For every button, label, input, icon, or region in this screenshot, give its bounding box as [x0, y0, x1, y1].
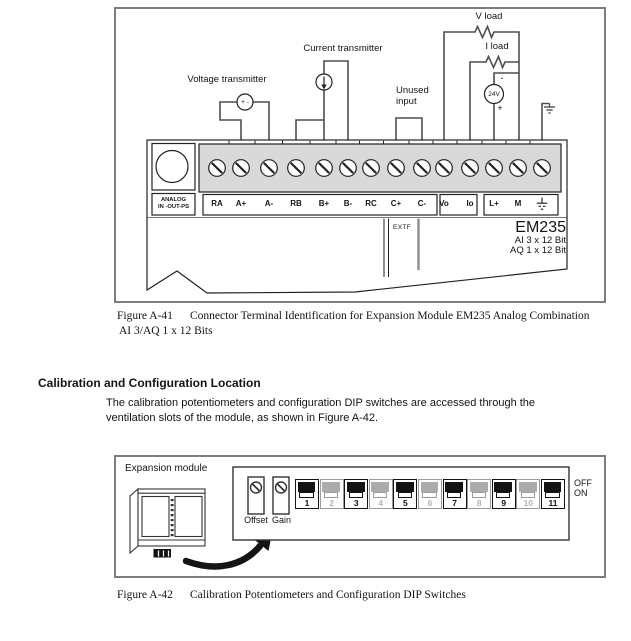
terminal-label-lp: L+ [489, 199, 499, 208]
dip-rocker-icon [544, 482, 562, 493]
dip-switch-3 [344, 479, 368, 509]
terminal-label-io: Io [466, 199, 474, 208]
dip-switch-2 [320, 479, 344, 509]
dip-switch-number: 7 [452, 497, 457, 508]
dip-rocker-icon [445, 482, 463, 493]
dip-switch-6 [418, 479, 442, 509]
section-body-line1: The calibration potentiometers and configuration DIP switches are accessed through the [106, 397, 536, 409]
figure-a41-caption-text2: AI 3/AQ 1 x 12 Bits [119, 325, 213, 337]
supply-plus-label: + [497, 102, 503, 113]
dip-switch-number: 10 [523, 497, 534, 508]
dip-switch-number: 8 [476, 497, 482, 508]
dip-switch-number: 3 [353, 497, 359, 508]
dip-rocker-icon [298, 482, 316, 493]
terminal-label-ra: RA [211, 199, 223, 208]
dip-switch-number: 4 [378, 497, 384, 508]
terminal-label-bp: B+ [318, 199, 330, 208]
dip-rocker-icon [470, 482, 488, 493]
supply-voltage-label: 24V [488, 90, 500, 98]
analog-label-line1: ANALOG [160, 196, 187, 203]
off-label: OFF [574, 478, 592, 488]
i-load-label: I load [485, 41, 509, 52]
v-load-label: V load [475, 11, 503, 22]
terminal-label-cp: C+ [390, 199, 402, 208]
dip-switch-number: 1 [304, 497, 310, 508]
dip-switch-4 [369, 479, 393, 509]
dip-rocker-icon [421, 482, 439, 493]
terminal-label-ap: A+ [235, 199, 247, 208]
terminal-label-m: M [514, 199, 522, 208]
on-label: ON [574, 488, 588, 498]
dip-switch-8 [467, 479, 491, 509]
dip-switch-number: 11 [548, 497, 558, 508]
dip-switch-1 [295, 479, 319, 509]
terminal-label-bm: B- [343, 199, 353, 208]
extf-label: EXTF [393, 224, 412, 231]
dip-switch-11 [541, 479, 565, 509]
dip-rocker-icon [347, 482, 365, 493]
figure-a41-caption-number: Figure A-41 [117, 310, 173, 322]
module-spec-aq-label: AQ 1 x 12 Bit [510, 245, 566, 256]
terminal-label-vo: Vo [439, 199, 449, 208]
section-heading: Calibration and Configuration Location [38, 376, 261, 390]
figure-a41-caption-text: Connector Terminal Identification for Expansion Module EM235 Analog Combination [190, 310, 590, 322]
dip-rocker-icon [519, 482, 537, 493]
offset-label: Offset [244, 515, 268, 525]
figure-a42-caption-text: Calibration Potentiometers and Configuration DIP Switches [190, 589, 466, 601]
terminal-label-rc: RC [365, 199, 377, 208]
vt-polarity-label: + - [241, 98, 249, 106]
gain-label: Gain [271, 515, 292, 525]
dip-switch-5 [393, 479, 417, 509]
dip-switch-number: 9 [501, 497, 507, 508]
terminal-label-am: A- [264, 199, 274, 208]
supply-minus-label: - [500, 72, 504, 83]
figure-a42-caption-number: Figure A-42 [117, 589, 173, 601]
dip-switch-9 [492, 479, 516, 509]
dip-switch-7 [443, 479, 467, 509]
analog-label-line2: IN -OUT-PS [158, 204, 189, 210]
module-spec-ai-label: AI 3 x 12 Bit [514, 235, 566, 246]
dip-rocker-icon [494, 482, 512, 493]
terminal-label-cm: C- [417, 199, 427, 208]
dip-rocker-icon [371, 482, 389, 493]
unused-input-label-line1: Unused [396, 85, 429, 96]
terminal-label-rb: RB [290, 199, 302, 208]
dip-rocker-icon [322, 482, 340, 493]
current-transmitter-label: Current transmitter [303, 43, 383, 54]
dip-switch-10 [516, 479, 540, 509]
dip-switch-number: 2 [329, 497, 334, 508]
dip-switch-number: 6 [427, 497, 433, 508]
unused-input-label-line2: input [396, 96, 417, 107]
section-body-line2: ventilation slots of the module, as shown in Figure A-42. [106, 412, 379, 424]
dip-rocker-icon [396, 482, 414, 493]
module-name-label: EM235 [515, 219, 566, 236]
dip-switch-number: 5 [403, 497, 408, 508]
expansion-module-label: Expansion module [125, 463, 208, 474]
voltage-transmitter-label: Voltage transmitter [187, 74, 267, 85]
